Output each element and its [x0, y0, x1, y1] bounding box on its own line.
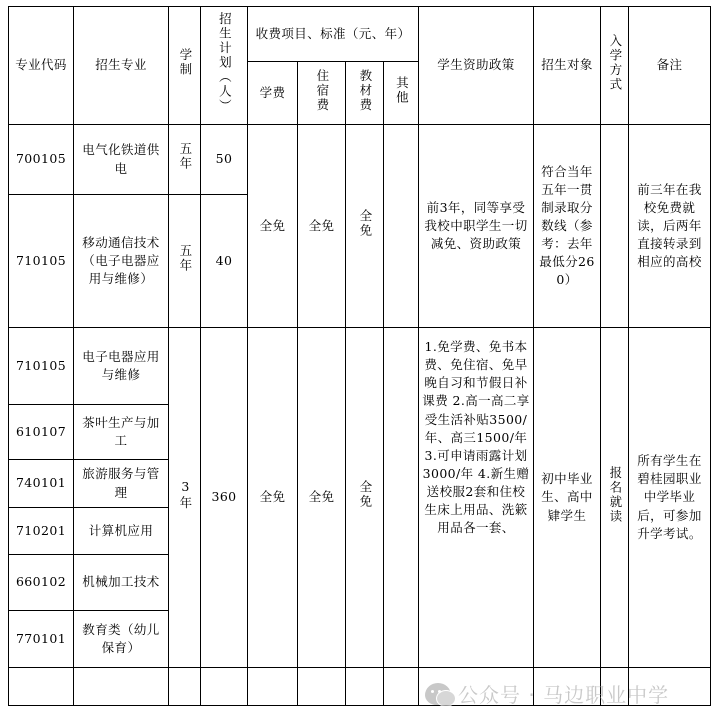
cell-school-system — [169, 328, 201, 668]
cell-remark: 前三年在我校免费就读，后两年直接转录到相应的高校 — [629, 125, 711, 328]
cell-remark: 所有学生在碧桂园职业中学毕业后，可参加升学考试。 — [629, 328, 711, 668]
cell-major-name: 计算机应用 — [74, 508, 169, 555]
cell-dormitory: 全免 — [298, 125, 346, 328]
cell-empty — [248, 668, 298, 706]
table-row-empty — [9, 668, 711, 706]
cell-empty — [74, 668, 169, 706]
cell-enrollment-plan: 40 — [201, 195, 248, 328]
header-entry-method-label: 入学方式 — [607, 33, 623, 92]
header-target: 招生对象 — [534, 7, 601, 125]
cell-other — [384, 125, 419, 328]
cell-tuition: 全免 — [248, 125, 298, 328]
header-remark: 备注 — [629, 7, 711, 125]
cell-empty — [629, 668, 711, 706]
cell-textbook — [346, 328, 384, 668]
cell-aid-policy: 1.免学费、免书本费、免住宿、免早晚自习和节假日补课费 2.高一高二享受生活补贴3500/年、高三1500/年 3.可申请雨露计划3000/年 4.新生赠送校服2套和住校生床上用品、洗簌用品各一套、 — [419, 328, 534, 668]
cell-empty — [534, 668, 601, 706]
cell-empty — [346, 668, 384, 706]
cell-textbook-label: 全免 — [357, 480, 373, 510]
header-textbook-label: 教材费 — [357, 68, 373, 113]
watermark-text: 公众号 · 马边职业中学 — [458, 683, 670, 707]
cell-school-system — [169, 195, 201, 328]
table-header-row-1 — [9, 7, 711, 62]
table-row — [9, 125, 711, 195]
header-major-name: 招生专业 — [74, 7, 169, 125]
cell-major-name: 茶叶生产与加工 — [74, 405, 169, 460]
header-aid-policy: 学生资助政策 — [419, 7, 534, 125]
enrollment-table — [8, 6, 711, 706]
header-dormitory — [298, 62, 346, 125]
cell-entry-method — [601, 328, 629, 668]
cell-empty — [601, 668, 629, 706]
cell-major-code: 660102 — [9, 555, 74, 611]
cell-major-name: 电子电器应用与维修 — [74, 328, 169, 405]
cell-major-name: 教育类（幼儿保育） — [74, 611, 169, 668]
header-school-system-label: 学制 — [177, 48, 193, 78]
header-school-system — [169, 7, 201, 125]
cell-major-code: 710105 — [9, 195, 74, 328]
cell-enrollment-plan: 360 — [201, 328, 248, 668]
cell-aid-policy: 前3年，同等享受我校中职学生一切减免、资助政策 — [419, 125, 534, 328]
cell-major-code: 610107 — [9, 405, 74, 460]
cell-empty — [169, 668, 201, 706]
cell-major-name: 机械加工技术 — [74, 555, 169, 611]
cell-school-system-label: 五年 — [177, 243, 193, 273]
cell-school-system — [169, 125, 201, 195]
cell-textbook — [346, 125, 384, 328]
cell-tuition: 全免 — [248, 328, 298, 668]
cell-major-name: 电气化铁道供电 — [74, 125, 169, 195]
header-major-code: 专业代码 — [9, 7, 74, 125]
header-enrollment-plan — [201, 7, 248, 125]
cell-school-system-label: 3年 — [177, 479, 193, 511]
cell-dormitory: 全免 — [298, 328, 346, 668]
cell-empty — [384, 668, 419, 706]
cell-major-code: 710201 — [9, 508, 74, 555]
cell-major-code: 710105 — [9, 328, 74, 405]
cell-empty — [201, 668, 248, 706]
cell-entry-method — [601, 125, 629, 328]
cell-major-code: 700105 — [9, 125, 74, 195]
header-entry-method — [601, 7, 629, 125]
header-other — [384, 62, 419, 125]
cell-enrollment-plan: 50 — [201, 125, 248, 195]
cell-major-name: 旅游服务与管理 — [74, 460, 169, 508]
header-fee-group: 收费项目、标准（元、年） — [248, 7, 419, 62]
header-enrollment-plan-label: 招生计划（人） — [217, 12, 233, 114]
table-row — [9, 328, 711, 405]
header-dormitory-label: 住宿费 — [314, 68, 330, 113]
cell-empty — [9, 668, 74, 706]
header-tuition: 学费 — [248, 62, 298, 125]
cell-school-system-label: 五年 — [177, 142, 193, 172]
cell-major-code: 740101 — [9, 460, 74, 508]
cell-empty — [419, 668, 534, 706]
cell-textbook-label: 全免 — [357, 208, 373, 238]
cell-major-name: 移动通信技术（电子电器应用与维修） — [74, 195, 169, 328]
cell-major-code: 770101 — [9, 611, 74, 668]
header-other-label: 其他 — [394, 75, 410, 105]
cell-target: 初中毕业生、高中肄学生 — [534, 328, 601, 668]
cell-other — [384, 328, 419, 668]
cell-entry-method-label: 报名就读 — [607, 465, 623, 524]
header-textbook — [346, 62, 384, 125]
enrollment-table-sheet — [8, 6, 710, 706]
cell-empty — [298, 668, 346, 706]
cell-target: 符合当年五年一贯制录取分数线（参考：去年最低分260） — [534, 125, 601, 328]
